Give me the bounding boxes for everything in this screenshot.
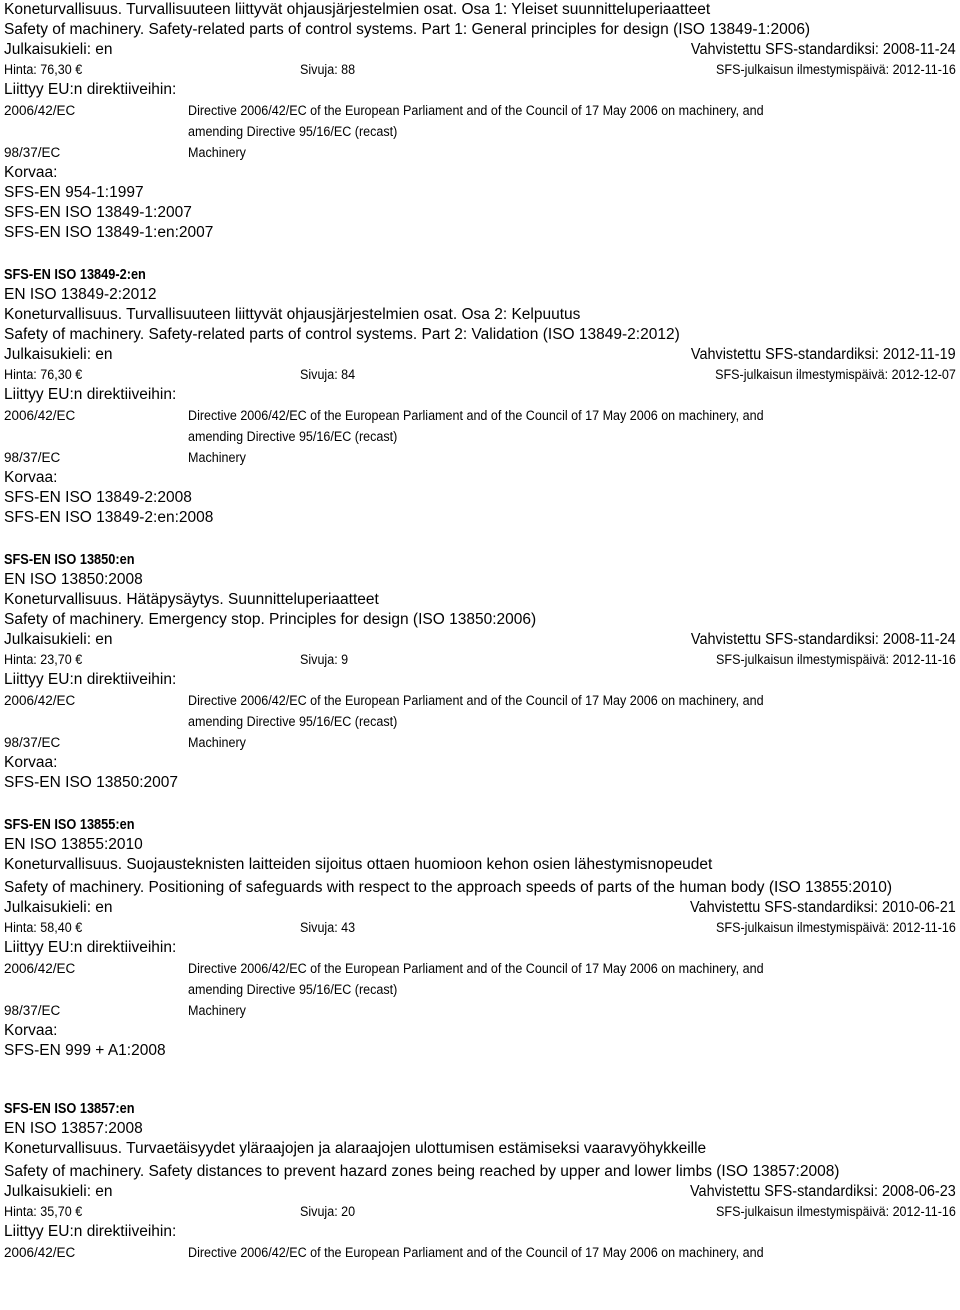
replaced-standard: SFS-EN ISO 13850:2007 (4, 774, 179, 791)
replaced-standard: SFS-EN ISO 13849-2:2008 (4, 489, 192, 506)
publication-date: SFS-julkaisun ilmestymispäivä: 2012-11-16 (716, 1204, 956, 1219)
directive-text: Machinery (188, 1003, 246, 1018)
directive-row (4, 100, 956, 121)
title-fi: Koneturvallisuus. Hätäpysäytys. Suunnitteluperiaatteet (4, 591, 379, 608)
replaces-label: Korvaa: (4, 1022, 58, 1039)
title-fi: Koneturvallisuus. Turvallisuuteen liittyvät ohjausjärjestelmien osat. Osa 2: Kelpuutus (4, 306, 581, 323)
directive-code: 98/37/EC (4, 145, 61, 160)
replaces-label: Korvaa: (4, 754, 58, 771)
directive-code: 98/37/EC (4, 450, 61, 465)
directive-text: Directive 2006/42/EC of the European Parliament and of the Council of 17 May 2006 on machinery, and (188, 103, 764, 118)
standard-entry-13849-1 (4, 0, 956, 243)
approval-date: Vahvistettu SFS-standardiksi: 2012-11-19 (691, 346, 956, 363)
directive-row (4, 447, 956, 468)
replaces-label: Korvaa: (4, 469, 58, 486)
directive-text: Directive 2006/42/EC of the European Parliament and of the Council of 17 May 2006 on machinery, and (188, 1245, 764, 1260)
directive-text-continued: amending Directive 95/16/EC (recast) (188, 124, 398, 139)
page-count: Sivuja: 9 (300, 652, 349, 667)
replaced-standard: SFS-EN ISO 13849-1:2007 (4, 204, 192, 221)
eu-directives-label: Liittyy EU:n direktiiveihin: (4, 939, 177, 956)
replaced-standard: SFS-EN ISO 13849-2:en:2008 (4, 509, 214, 526)
directive-code: 2006/42/EC (4, 693, 76, 708)
directive-text: Directive 2006/42/EC of the European Parliament and of the Council of 17 May 2006 on machinery, and (188, 693, 764, 708)
title-en: Safety of machinery. Emergency stop. Principles for design (ISO 13850:2006) (4, 611, 537, 628)
directive-text: Directive 2006/42/EC of the European Parliament and of the Council of 17 May 2006 on machinery, and (188, 408, 764, 423)
publication-date: SFS-julkaisun ilmestymispäivä: 2012-12-07 (715, 367, 956, 382)
publication-language: Julkaisukieli: en (4, 41, 113, 58)
title-fi: Koneturvallisuus. Suojausteknisten laitteiden sijoitus ottaen huomioon kehon osien lähestymisnopeudet (4, 856, 713, 873)
directive-row (4, 142, 956, 163)
standards-catalog-page (4, 0, 956, 1263)
directive-row (4, 405, 956, 426)
directive-text: Machinery (188, 145, 246, 160)
replaced-standard: SFS-EN 954-1:1997 (4, 184, 144, 201)
directive-row-continued (4, 121, 956, 142)
title-en: Safety of machinery. Positioning of safeguards with respect to the approach speeds of parts of the human body (ISO 13855:2010) (4, 879, 893, 896)
directive-text-continued: amending Directive 95/16/EC (recast) (188, 714, 398, 729)
replaced-standard: SFS-EN ISO 13849-1:en:2007 (4, 224, 214, 241)
directive-code: 2006/42/EC (4, 1245, 76, 1260)
en-standard: EN ISO 13857:2008 (4, 1120, 143, 1137)
page-count: Sivuja: 84 (300, 367, 356, 382)
title-fi: Koneturvallisuus. Turvallisuuteen liittyvät ohjausjärjestelmien osat. Osa 1: Yleiset suunnitteluperiaatteet (4, 1, 711, 18)
directive-code: 2006/42/EC (4, 103, 76, 118)
en-standard: EN ISO 13850:2008 (4, 571, 143, 588)
directive-text: Directive 2006/42/EC of the European Parliament and of the Council of 17 May 2006 on machinery, and (188, 961, 764, 976)
standard-entry-13849-2 (4, 265, 956, 528)
page-count: Sivuja: 20 (300, 1204, 356, 1219)
publication-date: SFS-julkaisun ilmestymispäivä: 2012-11-16 (716, 920, 956, 935)
en-standard: EN ISO 13849-2:2012 (4, 286, 157, 303)
page-count: Sivuja: 88 (300, 62, 356, 77)
directive-row (4, 958, 956, 979)
standard-entry-13850 (4, 550, 956, 793)
price: Hinta: 76,30 € (4, 367, 83, 382)
publication-date: SFS-julkaisun ilmestymispäivä: 2012-11-16 (716, 62, 956, 77)
approval-date: Vahvistettu SFS-standardiksi: 2008-11-24 (691, 41, 956, 58)
directive-row-continued (4, 979, 956, 1000)
publication-language: Julkaisukieli: en (4, 899, 113, 916)
eu-directives-label: Liittyy EU:n direktiiveihin: (4, 81, 177, 98)
standard-entry-13855 (4, 815, 956, 1061)
directive-code: 98/37/EC (4, 1003, 61, 1018)
standard-heading: SFS-EN ISO 13850:en (4, 552, 135, 568)
directive-row-continued (4, 711, 956, 732)
standard-heading: SFS-EN ISO 13849-2:en (4, 267, 146, 283)
directive-code: 2006/42/EC (4, 408, 76, 423)
replaced-standard: SFS-EN 999 + A1:2008 (4, 1042, 166, 1059)
directive-code: 98/37/EC (4, 735, 61, 750)
directive-text: Machinery (188, 450, 246, 465)
price: Hinta: 23,70 € (4, 652, 83, 667)
directive-row (4, 1242, 956, 1263)
eu-directives-label: Liittyy EU:n direktiiveihin: (4, 1223, 177, 1240)
en-standard: EN ISO 13855:2010 (4, 836, 143, 853)
directive-row (4, 732, 956, 753)
approval-date: Vahvistettu SFS-standardiksi: 2008-11-24 (691, 631, 956, 648)
directive-text-continued: amending Directive 95/16/EC (recast) (188, 429, 398, 444)
approval-date: Vahvistettu SFS-standardiksi: 2010-06-21 (690, 899, 956, 916)
title-en: Safety of machinery. Safety-related parts of control systems. Part 2: Validation (ISO 13849-2:2012) (4, 326, 680, 343)
directive-text-continued: amending Directive 95/16/EC (recast) (188, 982, 398, 997)
publication-language: Julkaisukieli: en (4, 346, 113, 363)
publication-date: SFS-julkaisun ilmestymispäivä: 2012-11-16 (716, 652, 956, 667)
price: Hinta: 58,40 € (4, 920, 83, 935)
eu-directives-label: Liittyy EU:n direktiiveihin: (4, 386, 177, 403)
title-en: Safety of machinery. Safety distances to prevent hazard zones being reached by upper and lower limbs (ISO 13857:2008) (4, 1163, 840, 1180)
price: Hinta: 76,30 € (4, 62, 83, 77)
title-fi: Koneturvallisuus. Turvaetäisyydet yläraajojen ja alaraajojen ulottumisen estämiseksi vaaravyöhykkeille (4, 1140, 707, 1157)
directive-code: 2006/42/EC (4, 961, 76, 976)
title-en: Safety of machinery. Safety-related parts of control systems. Part 1: General principles for design (ISO 13849-1:2006) (4, 21, 811, 38)
approval-date: Vahvistettu SFS-standardiksi: 2008-06-23 (690, 1183, 956, 1200)
directive-text: Machinery (188, 735, 246, 750)
eu-directives-label: Liittyy EU:n direktiiveihin: (4, 671, 177, 688)
standard-heading: SFS-EN ISO 13855:en (4, 817, 135, 833)
standard-heading: SFS-EN ISO 13857:en (4, 1101, 135, 1117)
directive-row-continued (4, 426, 956, 447)
publication-language: Julkaisukieli: en (4, 631, 113, 648)
standard-entry-13857 (4, 1099, 956, 1263)
price: Hinta: 35,70 € (4, 1204, 83, 1219)
page-count: Sivuja: 43 (300, 920, 356, 935)
replaces-label: Korvaa: (4, 164, 58, 181)
directive-row (4, 1000, 956, 1021)
directive-row (4, 690, 956, 711)
publication-language: Julkaisukieli: en (4, 1183, 113, 1200)
